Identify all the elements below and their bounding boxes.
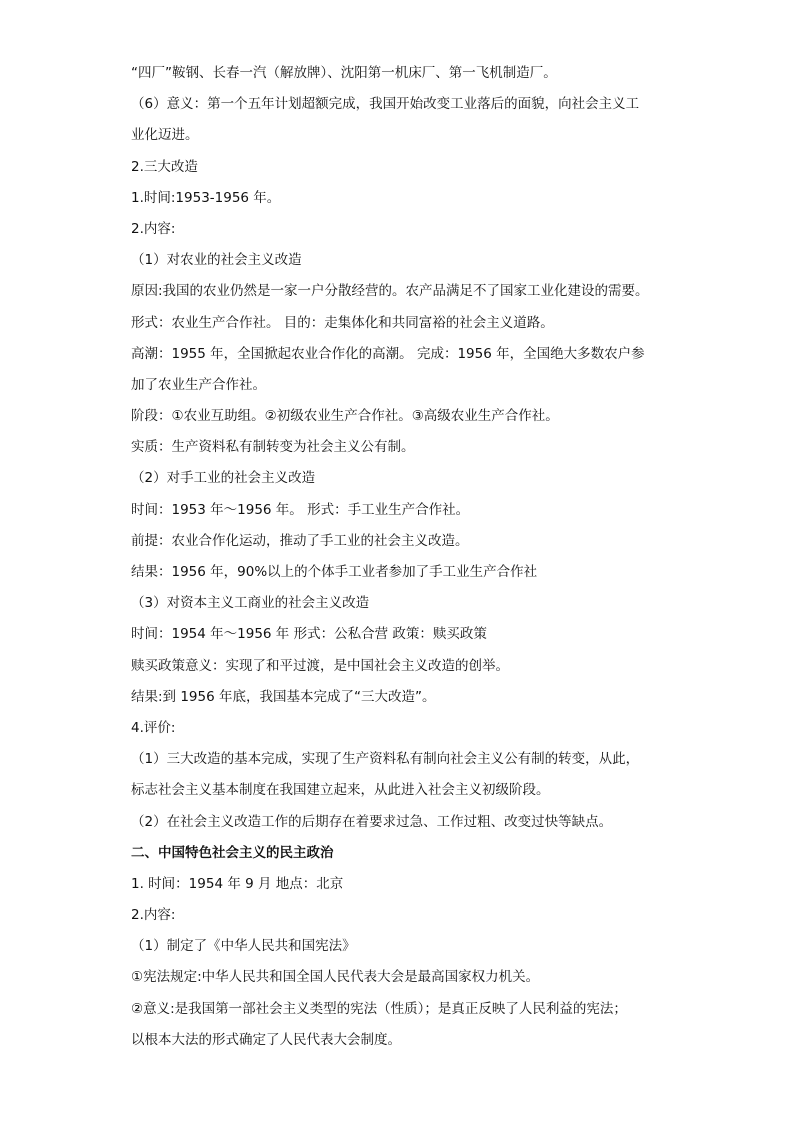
text-line: （6）意义：第一个五年计划超额完成，我国开始改变工业落后的面貌，向社会主义工 bbox=[131, 96, 640, 113]
text-line: 以根本大法的形式确定了人民代表大会制度。 bbox=[131, 1031, 401, 1048]
text-line: 时间：1954 年～1956 年 形式：公私合营 政策：赎买政策 bbox=[131, 626, 487, 643]
text-line: 2.内容: bbox=[131, 220, 176, 237]
text-line: 1.时间:1953-1956 年。 bbox=[131, 189, 281, 206]
text-line: 1. 时间：1954 年 9 月 地点：北京 bbox=[131, 875, 344, 892]
text-line: 赎买政策意义：实现了和平过渡，是中国社会主义改造的创举。 bbox=[131, 657, 509, 674]
text-line: 前提：农业合作化运动，推动了手工业的社会主义改造。 bbox=[131, 532, 469, 549]
text-line: 时间：1953 年～1956 年。 形式：手工业生产合作社。 bbox=[131, 501, 470, 518]
text-line: 业化迈进。 bbox=[131, 127, 199, 144]
text-line: 原因:我国的农业仍然是一家一户分散经营的。农产品满足不了国家工业化建设的需要。 bbox=[131, 283, 649, 300]
document-page bbox=[131, 58, 671, 1056]
text-line: 高潮：1955 年，全国掀起农业合作化的高潮。 完成：1956 年，全国绝大多数农户参 bbox=[131, 345, 645, 362]
text-line: 阶段：①农业互助组。②初级农业生产合作社。③高级农业生产合作社。 bbox=[131, 408, 559, 425]
text-line: 标志社会主义基本制度在我国建立起来，从此进入社会主义初级阶段。 bbox=[131, 782, 550, 799]
subsection-heading: （3）对资本主义工商业的社会主义改造 bbox=[131, 595, 370, 612]
text-line: 形式：农业生产合作社。 目的：走集体化和共同富裕的社会主义道路。 bbox=[131, 314, 554, 331]
text-line: 加了农业生产合作社。 bbox=[131, 376, 266, 393]
text-line: 4.评价: bbox=[131, 719, 176, 736]
text-line: 2.内容: bbox=[131, 907, 176, 924]
text-line: 结果：1956 年，90%以上的个体手工业者参加了手工业生产合作社 bbox=[131, 564, 538, 580]
subsection-heading: （1）对农业的社会主义改造 bbox=[131, 252, 302, 269]
text-line: 实质：生产资料私有制转变为社会主义公有制。 bbox=[131, 439, 415, 456]
subsection-heading: （2）对手工业的社会主义改造 bbox=[131, 470, 316, 487]
chapter-heading: 二、中国特色社会主义的民主政治 bbox=[131, 844, 334, 861]
text-line: ②意义:是我国第一部社会主义类型的宪法（性质）；是真正反映了人民利益的宪法； bbox=[131, 1000, 627, 1017]
text-line: 结果:到 1956 年底，我国基本完成了“三大改造”。 bbox=[131, 688, 436, 705]
text-line: “四厂”鞍钢、长春一汽（解放牌）、沈阳第一机床厂、第一飞机制造厂。 bbox=[131, 65, 557, 81]
subsection-heading: （1）制定了《中华人民共和国宪法》 bbox=[131, 938, 356, 955]
text-line: （1）三大改造的基本完成，实现了生产资料私有制向社会主义公有制的转变，从此， bbox=[131, 751, 640, 768]
section-heading: 2.三大改造 bbox=[131, 158, 198, 175]
text-line: （2）在社会主义改造工作的后期存在着要求过急、工作过粗、改变过快等缺点。 bbox=[131, 813, 613, 830]
text-line: ①宪法规定:中华人民共和国全国人民代表大会是最高国家权力机关。 bbox=[131, 969, 540, 986]
